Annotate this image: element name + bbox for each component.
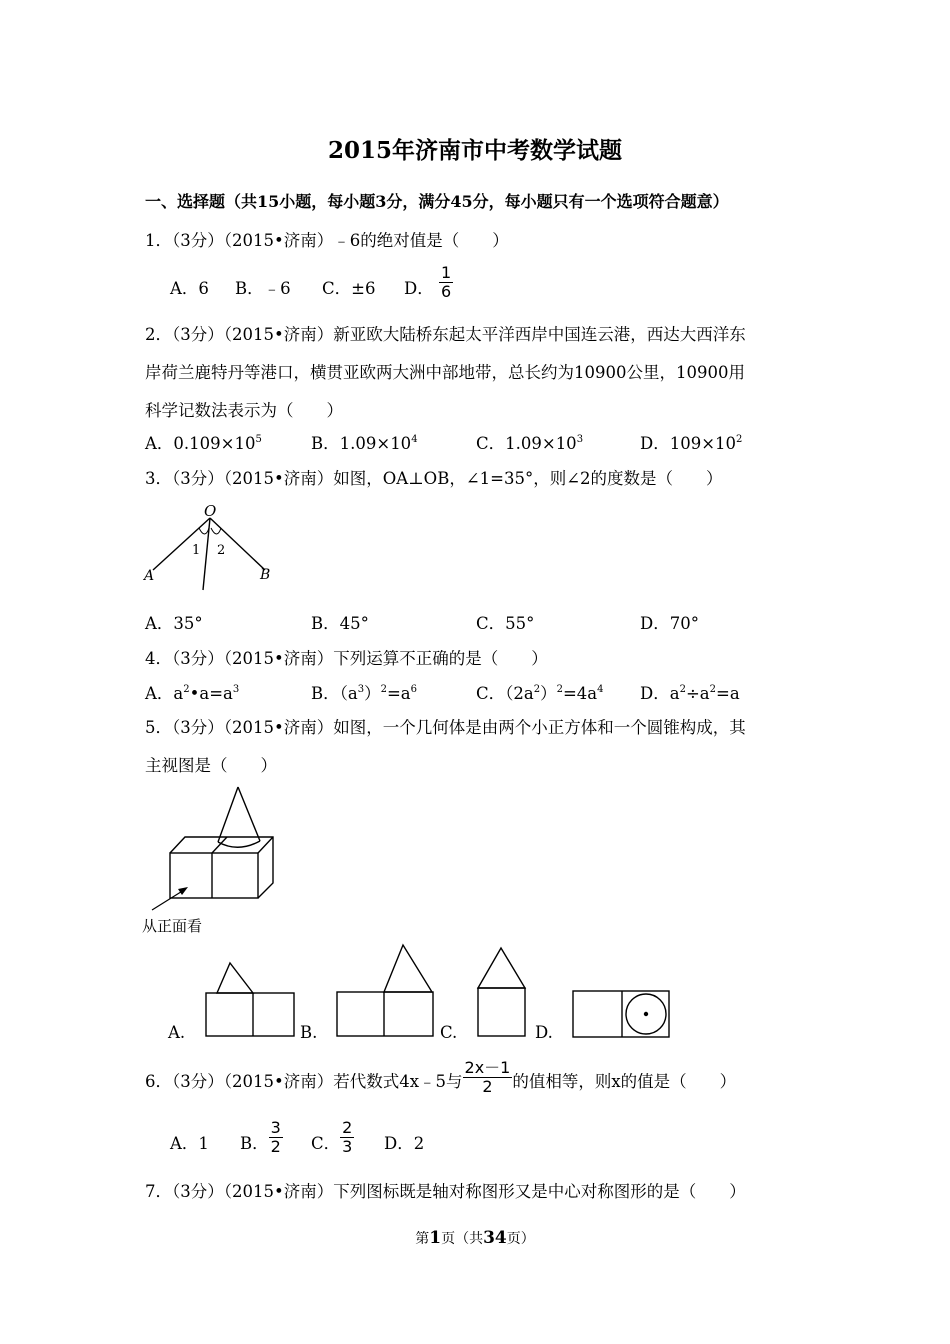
page-footer: 第1页（共34页） <box>415 1228 535 1248</box>
label-b: B <box>260 567 271 583</box>
q6-option-c: C． $\frac{2}{3}$ <box>311 1118 353 1156</box>
q5-option-b-label: B. <box>300 1023 318 1042</box>
q1-option-a: A．6 <box>170 279 209 298</box>
q2-option-a: A．$0.109\times 10^5$ <box>145 434 262 453</box>
q6-option-d: D．2 <box>384 1134 425 1153</box>
question-7-stem: 7．（3分）（2015•济南）下列图标既是轴对称图形又是中心对称图形的是（ ） <box>145 1182 746 1201</box>
label-a: A <box>144 568 155 584</box>
q6-option-a: A．1 <box>170 1134 209 1153</box>
question-2-line3: 科学记数法表示为（ ） <box>145 401 343 420</box>
q6-b-fraction: $\frac{3}{2}$ <box>270 1118 281 1156</box>
q3-angle-figure <box>140 500 280 595</box>
page-title: 2015年济南市中考数学试题 <box>327 137 622 164</box>
q3-option-b: B．45° <box>311 614 369 633</box>
q1-option-b: B．﹣6 <box>235 279 291 298</box>
q4-option-c: C．$(2a^2)^2=4a^4$ <box>476 684 604 703</box>
q5-solid-figure <box>140 785 290 910</box>
question-4-stem: 4．（3分）（2015•济南）下列运算不正确的是（ ） <box>145 649 548 668</box>
label-angle-1: 1 <box>192 543 201 558</box>
q1-option-d: D． $\frac{1}{6}$ <box>404 263 452 301</box>
label-o: O <box>204 502 217 520</box>
q6-fraction: $\frac{2x-1}{2}$ <box>464 1058 511 1096</box>
q4-option-d: D．$a^2\div a^2=a$ <box>640 684 740 703</box>
q4-option-a: A．$a^2•a=a^3$ <box>145 684 240 703</box>
question-2-line2: 岸荷兰鹿特丹等港口，横贯亚欧两大洲中部地带，总长约为10900公里，10900用 <box>145 363 745 382</box>
q6-option-b: B． $\frac{3}{2}$ <box>240 1118 281 1156</box>
q5-option-d-label: D. <box>535 1023 553 1042</box>
q6-c-fraction: $\frac{2}{3}$ <box>342 1118 353 1156</box>
q4-option-b: B．$(a^3)^2=a^6$ <box>311 684 418 703</box>
q3-option-d: D．70° <box>640 614 699 633</box>
question-5-line1: 5．（3分）（2015•济南）如图，一个几何体是由两个小正方体和一个圆锥构成，其 <box>145 718 746 737</box>
question-6-stem: 6．（3分）（2015•济南）若代数式4x﹣5与 $\frac{2x-1}{2}$ 的值相等，则x的值是（ ） <box>145 1058 737 1096</box>
q3-option-a: A．35° <box>145 614 203 633</box>
question-1-stem: 1．（3分）（2015•济南）﹣6的绝对值是（ ） <box>145 231 509 250</box>
q5-option-d-figure <box>572 990 672 1040</box>
q2-option-d: D．$109\times 10^2$ <box>640 434 743 453</box>
q5-option-a-label: A. <box>168 1023 186 1042</box>
q5-option-a-figure <box>205 960 297 1040</box>
question-2-line1: 2．（3分）（2015•济南）新亚欧大陆桥东起太平洋西岸中国连云港，西达大西洋东 <box>145 325 746 344</box>
question-3-stem: 3．（3分）（2015•济南）如图，OA⊥OB，∠1=35°，则∠2的度数是（ ） <box>145 469 723 488</box>
section-heading: 一、选择题（共15小题，每小题3分，满分45分，每小题只有一个选项符合题意） <box>145 192 729 211</box>
q3-option-c: C．55° <box>476 614 535 633</box>
label-angle-2: 2 <box>217 543 226 558</box>
q5-option-c-label: C. <box>440 1023 458 1042</box>
q1-option-c: C．±6 <box>322 279 376 298</box>
question-5-line2: 主视图是（ ） <box>145 756 277 775</box>
q2-option-c: C．$1.09\times 10^3$ <box>476 434 584 453</box>
q5-view-caption: 从正面看 <box>142 917 203 935</box>
q5-option-b-figure <box>336 943 436 1040</box>
q1-fraction: $\frac{1}{6}$ <box>440 263 452 301</box>
q2-option-b: B．$1.09\times 10^4$ <box>311 434 418 453</box>
q5-option-c-figure <box>477 946 529 1040</box>
